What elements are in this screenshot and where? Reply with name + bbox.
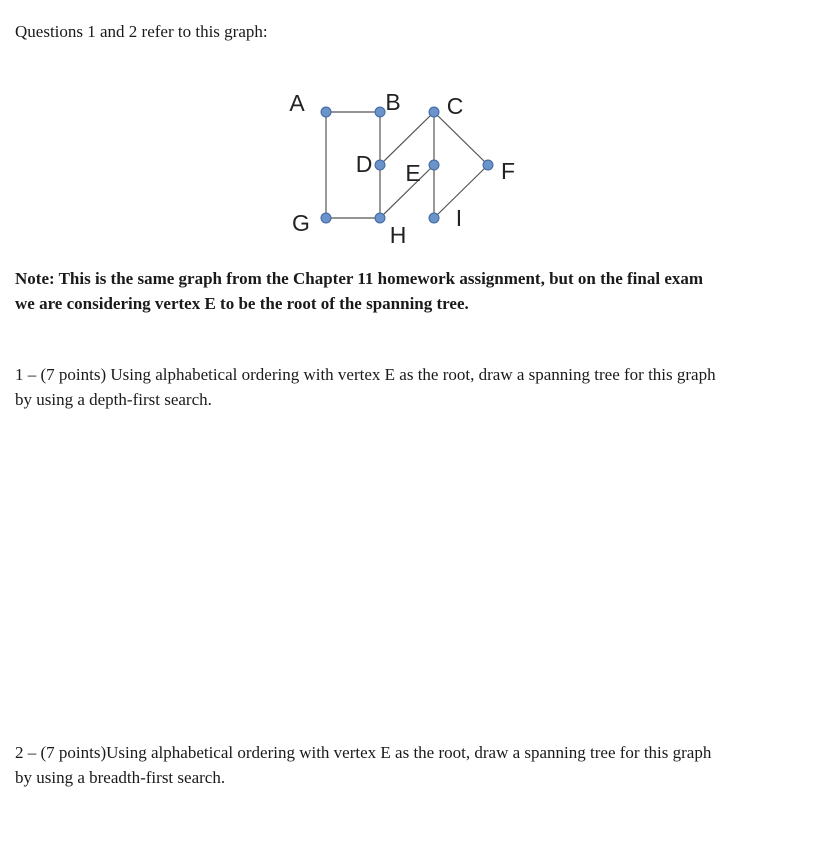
vertex-label-f: F [500, 158, 516, 185]
vertex-f [483, 160, 493, 170]
vertex-label-e: E [405, 160, 421, 187]
vertex-a [321, 107, 331, 117]
question-1-line-2: by using a depth-first search. [15, 390, 212, 409]
vertex-c [429, 107, 439, 117]
vertex-b [375, 107, 385, 117]
vertex-label-c: C [446, 93, 464, 120]
edge-c-f [434, 112, 488, 165]
intro-text: Questions 1 and 2 refer to this graph: [15, 22, 268, 41]
question-2-line-2: by using a breadth-first search. [15, 768, 226, 787]
vertex-g [321, 213, 331, 223]
vertex-i [429, 213, 439, 223]
question-2-line-1: 2 – (7 points)Using alphabetical ordering with vertex E as the root, draw a spanning tree for this graph [15, 743, 712, 762]
vertex-h [375, 213, 385, 223]
vertex-label-h: H [389, 222, 407, 249]
vertex-label-d: D [355, 151, 373, 178]
vertex-e [429, 160, 439, 170]
vertex-label-a: A [289, 90, 305, 117]
vertex-label-g: G [292, 210, 310, 237]
edge-d-c [380, 112, 434, 165]
vertex-label-i: I [455, 205, 463, 232]
graph-diagram [280, 80, 520, 250]
note-line-2: we are considering vertex E to be the root of the spanning tree. [15, 294, 469, 313]
vertex-label-b: B [385, 89, 401, 116]
vertex-d [375, 160, 385, 170]
question-1-line-1: 1 – (7 points) Using alphabetical ordering with vertex E as the root, draw a spanning tree for this graph [15, 365, 716, 384]
note-line-1: Note: This is the same graph from the Chapter 11 homework assignment, but on the final exam [15, 269, 704, 288]
